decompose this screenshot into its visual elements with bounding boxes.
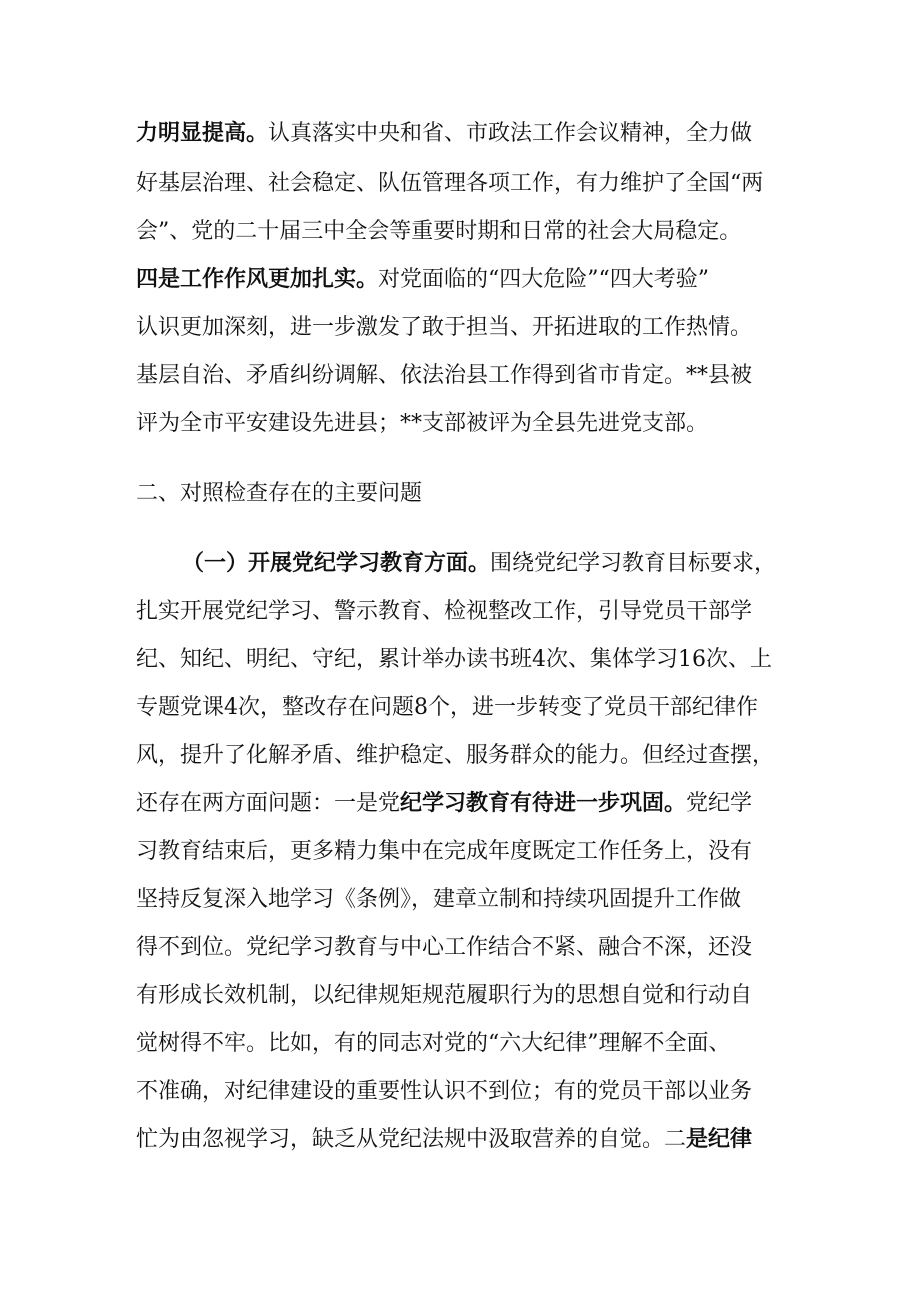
paragraph-line: 会”、党的二十届三中全会等重要时期和日常的社会大局稳定。 — [136, 219, 742, 244]
paragraph-line: 基层自治、矛盾纠纷调解、依法治县工作得到省市肯定。**县被 — [136, 363, 753, 388]
paragraph-line: 有形成长效机制，以纪律规矩规范履职行为的思想自觉和行动自 — [136, 983, 753, 1008]
paragraph-line: 觉树得不牢。比如，有的同志对党的“六大纪律”理解不全面、 — [136, 1031, 731, 1056]
paragraph-line: 得不到位。党纪学习教育与中心工作结合不紧、融合不深，还没 — [136, 935, 753, 960]
paragraph-line: 坚持反复深入地学习《条例》，建章立制和持续巩固提升工作做 — [136, 887, 742, 912]
bold-phrase: 四是工作作风更加扎实。 — [136, 267, 379, 292]
paragraph-line — [136, 1124, 796, 1156]
paragraph-line: 好基层治理、社会稳定、队伍管理各项工作，有力维护了全国“两 — [136, 171, 764, 196]
paragraph-line: 评为全市平安建设先进县；**支部被评为全县先进党支部。 — [136, 411, 709, 436]
paragraph-line — [136, 788, 796, 820]
bold-phrase: （一）开展党纪学习教育方面。 — [182, 551, 491, 576]
paragraph-line: 风，提升了化解矛盾、维护稳定、服务群众的能力。但经过查摆， — [136, 743, 775, 768]
text-span: 围绕党纪学习教育目标要求， — [490, 551, 777, 576]
bold-phrase: 力明显提高。 — [136, 121, 269, 146]
text-span: 还存在两方面问题：一是党 — [136, 791, 401, 816]
paragraph-line: 纪、知纪、明纪、守纪，累计举办读书班4次、集体学习16次、上 — [136, 647, 772, 672]
bold-phrase: 是纪律 — [686, 1127, 753, 1152]
paragraph-line: 习教育结束后，更多精力集中在完成年度既定工作任务上，没有 — [136, 839, 753, 864]
paragraph-line — [136, 118, 796, 150]
paragraph-line: 不准确，对纪律建设的重要性认识不到位；有的党员干部以业务 — [136, 1079, 753, 1104]
bold-phrase: 纪学习教育有待进一步巩固。 — [400, 791, 687, 816]
paragraph-line: 扎实开展党纪学习、警示教育、检视整改工作，引导党员干部学 — [136, 599, 753, 624]
text-span: 党纪学 — [686, 791, 753, 816]
paragraph-line: 认识更加深刻，进一步激发了敢于担当、开拓进取的工作热情。 — [136, 315, 753, 340]
paragraph-line: 专题党课4次，整改存在问题8个，进一步转变了党员干部纪律作 — [136, 695, 758, 720]
paragraph-line — [182, 548, 802, 580]
paragraph-line — [136, 264, 796, 296]
text-span: 忙为由忽视学习，缺乏从党纪法规中汲取营养的自觉。二 — [136, 1127, 687, 1152]
text-span: 对党面临的“四大危险”“四大考验” — [378, 267, 710, 292]
section-heading: 二、对照检查存在的主要问题 — [136, 481, 423, 506]
text-span: 认真落实中央和省、市政法工作会议精神，全力做 — [268, 121, 753, 146]
